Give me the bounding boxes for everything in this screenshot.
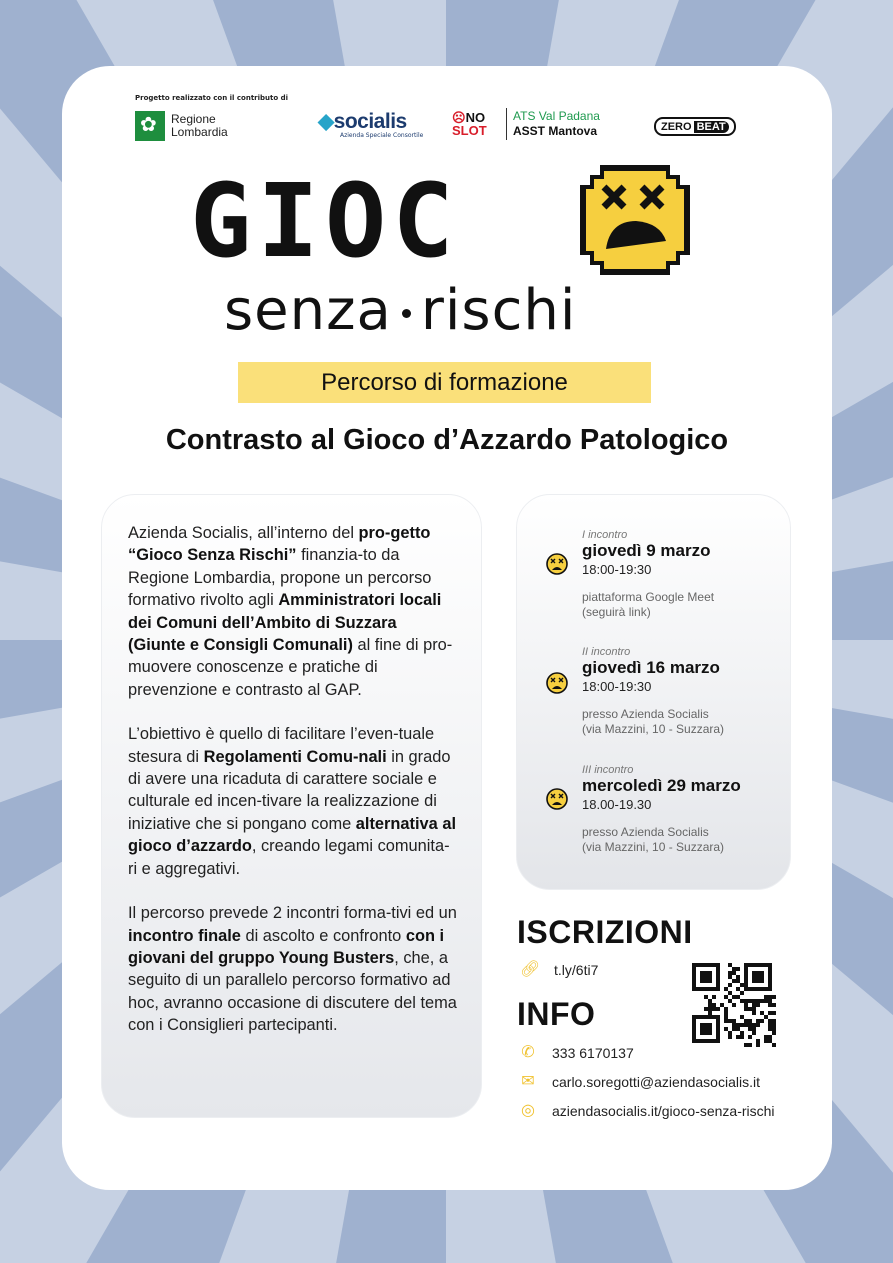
qr-module <box>732 967 736 971</box>
qr-module <box>712 1007 716 1011</box>
qr-module <box>768 995 772 999</box>
qr-module <box>764 1015 768 1019</box>
qr-module <box>724 1015 728 1019</box>
qr-module <box>764 1039 768 1043</box>
qr-module <box>760 1019 764 1023</box>
dizzy-face-icon <box>546 788 568 810</box>
meeting-time: 18:00-19:30 <box>582 679 652 694</box>
phone-icon: ✆ <box>521 1044 535 1061</box>
qr-module <box>772 1027 776 1031</box>
text-run: , che, a seguito di un parallelo percorso formativo ad hoc, avranno occasione di discutere del tema con i Consiglieri partecipanti. <box>128 948 457 1035</box>
qr-module <box>740 1015 744 1019</box>
place-line2: (via Mazzini, 10 - Suzzara) <box>582 840 725 854</box>
subtitle-a: senza <box>224 278 392 343</box>
qr-module <box>708 1003 712 1007</box>
bold-run: incontro finale <box>128 926 241 945</box>
qr-module <box>756 1043 760 1047</box>
qr-module <box>744 1007 748 1011</box>
regione-line1: Regione <box>171 112 216 126</box>
qr-module <box>768 999 772 1003</box>
qr-module <box>768 1023 772 1027</box>
qr-module <box>768 1027 772 1031</box>
website-row[interactable] <box>518 1101 775 1121</box>
qr-module <box>728 1035 732 1039</box>
subtitle-b: rischi <box>420 278 577 343</box>
qr-module <box>752 1031 756 1035</box>
email-row[interactable] <box>518 1072 760 1092</box>
qr-module <box>704 995 708 999</box>
qr-module <box>764 995 768 999</box>
registration-link-row[interactable] <box>520 960 598 980</box>
text-run: L’obiettivo è quello di facilitare l’even-tuale stesura di <box>128 725 435 766</box>
qr-module <box>768 1003 772 1007</box>
text-run: in grado di avere una ricaduta di carattere sociale e culturale ed incen-tivare la realizzazione di iniziative che si pongano come <box>128 747 451 833</box>
qr-module <box>712 995 716 999</box>
zerobeat-logo <box>654 117 736 136</box>
text-run: finanzia-to da Regione Lombardia, propone un percorso formativo rivolto agli <box>128 546 432 610</box>
socialis-subtitle: Azienda Speciale Consortile <box>340 132 424 139</box>
qr-module <box>772 1043 776 1047</box>
place-line2: (seguirà link) <box>582 605 651 619</box>
qr-module <box>732 1003 736 1007</box>
qr-module <box>748 1007 752 1011</box>
title-subtitle <box>224 278 576 343</box>
qr-module <box>732 1027 736 1031</box>
qr-module <box>740 1035 744 1039</box>
text-run: Il percorso prevede 2 incontri forma-tivi ed un <box>128 904 457 923</box>
qr-module <box>700 971 712 983</box>
dizzy-face-icon <box>546 672 568 694</box>
link-icon: 🔗︎ <box>520 961 541 978</box>
qr-module <box>768 1039 772 1043</box>
qr-module <box>736 1027 740 1031</box>
qr-module <box>768 1011 772 1015</box>
bold-run: alternativa al gioco d’azzardo <box>128 814 456 856</box>
qr-module <box>760 999 764 1003</box>
qr-module <box>724 995 728 999</box>
qr-module <box>708 1007 712 1011</box>
qr-module <box>744 1043 748 1047</box>
globe-icon: ◎ <box>521 1102 535 1119</box>
ats-logo <box>452 108 600 140</box>
qr-module <box>756 999 760 1003</box>
text-run: Azienda Socialis, all’interno del <box>128 524 359 542</box>
qr-module <box>728 963 732 967</box>
meeting-day: mercoledì 29 marzo <box>582 776 741 795</box>
phone-row[interactable] <box>518 1043 634 1063</box>
qr-module <box>724 1011 728 1015</box>
place-line1: presso Azienda Socialis <box>582 825 709 839</box>
qr-module <box>736 967 740 971</box>
qr-module <box>772 1023 776 1027</box>
qr-module <box>736 987 740 991</box>
regione-line2: Lombardia <box>171 125 228 139</box>
qr-module <box>764 999 768 1003</box>
ats-line1: ATS Val Padana <box>513 109 600 123</box>
phone-number[interactable]: 333 6170137 <box>552 1045 634 1061</box>
meeting-place <box>582 825 724 855</box>
qr-module <box>740 999 744 1003</box>
qr-code[interactable] <box>692 963 776 1047</box>
place-line2: (via Mazzini, 10 - Suzzara) <box>582 722 725 736</box>
meeting-place <box>582 590 714 620</box>
qr-module <box>720 1003 724 1007</box>
regione-flower-icon <box>135 111 165 141</box>
qr-module <box>712 1003 716 1007</box>
bold-run: Regolamenti Comu-nali <box>203 747 387 766</box>
qr-module <box>748 1023 752 1027</box>
text-run: al fine di pro-muovere conoscenze e pratiche di prevenzione e contrasto al GAP. <box>128 636 453 699</box>
meeting-ordinal: III incontro <box>582 764 634 776</box>
qr-module <box>748 1035 752 1039</box>
funding-credit: Progetto realizzato con il contributo di <box>135 94 289 102</box>
qr-module <box>728 999 732 1003</box>
meeting-ordinal: II incontro <box>582 646 631 658</box>
qr-module <box>756 1019 760 1023</box>
qr-module <box>732 1023 736 1027</box>
bold-run: Amministratori locali dei Comuni dell’Ambito di Suzzara (Giunte e Consigli Comunali) <box>128 591 442 655</box>
regione-lombardia-logo <box>135 111 228 141</box>
dizzy-face-icon <box>546 553 568 575</box>
qr-module <box>740 1023 744 1027</box>
place-line1: presso Azienda Socialis <box>582 707 709 721</box>
qr-module <box>724 1019 728 1023</box>
ats-divider <box>506 108 507 140</box>
qr-module <box>708 999 712 1003</box>
mail-icon: ✉ <box>521 1073 535 1090</box>
qr-module <box>736 975 740 979</box>
text-run: , creando legami comunita-ri e aggregativi. <box>128 837 450 878</box>
qr-module <box>756 1039 760 1043</box>
qr-module <box>724 1007 728 1011</box>
qr-module <box>724 1027 728 1031</box>
qr-module <box>748 999 752 1003</box>
qr-module <box>708 1011 712 1015</box>
email-address[interactable]: carlo.soregotti@aziendasocialis.it <box>552 1074 760 1090</box>
title-graphic <box>190 160 710 290</box>
qr-module <box>732 1019 736 1023</box>
paragraph <box>128 902 458 1036</box>
qr-module <box>752 1011 756 1015</box>
qr-module <box>772 1003 776 1007</box>
socialis-logo <box>318 109 423 139</box>
paragraph <box>128 522 458 701</box>
meeting-time: 18:00-19:30 <box>582 562 652 577</box>
qr-module <box>736 979 740 983</box>
qr-module <box>756 1023 760 1027</box>
meeting-day: giovedì 16 marzo <box>582 658 720 677</box>
subtitle-dot <box>402 309 411 318</box>
paragraph <box>128 723 458 880</box>
qr-module <box>744 1003 748 1007</box>
socialis-name: socialis <box>333 110 407 133</box>
dizzy-face-icon <box>580 165 690 275</box>
noslot-top: NO <box>465 110 486 125</box>
noslot-bottom: SLOT <box>452 123 487 138</box>
bold-run: pro-getto “Gioco Senza Rischi” <box>128 524 431 565</box>
qr-module <box>732 995 736 999</box>
zerobeat-b: BEAT <box>694 121 729 133</box>
description-text <box>128 522 458 1059</box>
qr-module <box>744 999 748 1003</box>
qr-module <box>760 1011 764 1015</box>
qr-module <box>724 987 728 991</box>
qr-module <box>748 1019 752 1023</box>
socialis-swirl-icon: ◆ <box>318 110 334 133</box>
qr-module <box>728 983 732 987</box>
qr-module <box>772 1031 776 1035</box>
qr-module <box>752 1023 756 1027</box>
qr-module <box>736 995 740 999</box>
qr-module <box>768 1019 772 1023</box>
qr-module <box>752 999 756 1003</box>
qr-module <box>728 1031 732 1035</box>
qr-module <box>752 1027 756 1031</box>
qr-module <box>716 1007 720 1011</box>
course-badge: Percorso di formazione <box>238 362 651 403</box>
info-heading: INFO <box>517 996 596 1032</box>
qr-module <box>744 1019 748 1023</box>
qr-module <box>700 1023 712 1035</box>
iscrizioni-heading: ISCRIZIONI <box>517 914 693 950</box>
qr-module <box>772 995 776 999</box>
qr-module <box>764 1035 768 1039</box>
meeting-place <box>582 707 724 737</box>
qr-module <box>772 1011 776 1015</box>
qr-module <box>728 971 732 975</box>
qr-module <box>740 991 744 995</box>
qr-module <box>748 1043 752 1047</box>
noslot-logo: ☹NO SLOT <box>452 111 504 137</box>
meeting-day: giovedì 9 marzo <box>582 541 711 560</box>
qr-module <box>748 1027 752 1031</box>
headline: Contrasto al Gioco d’Azzardo Patologico <box>165 424 729 456</box>
qr-module <box>728 991 732 995</box>
qr-module <box>752 971 764 983</box>
qr-module <box>740 983 744 987</box>
place-line1: piattaforma Google Meet <box>582 590 715 604</box>
registration-link[interactable]: t.ly/6ti7 <box>554 962 599 978</box>
qr-module <box>744 1023 748 1027</box>
meeting-time: 18.00-19.30 <box>582 797 652 812</box>
qr-module <box>772 1019 776 1023</box>
text-run: di ascolto e confronto <box>240 926 406 945</box>
qr-module <box>740 1031 744 1035</box>
qr-module <box>752 1003 756 1007</box>
meeting-ordinal: I incontro <box>582 529 628 541</box>
zerobeat-a: ZERO <box>661 120 692 133</box>
bold-run: con i giovani del gruppo Young Busters <box>128 926 445 967</box>
qr-module <box>756 1003 760 1007</box>
qr-module <box>768 1035 772 1039</box>
qr-module <box>704 1007 708 1011</box>
qr-module <box>728 1019 732 1023</box>
qr-module <box>736 1023 740 1027</box>
qr-module <box>736 1035 740 1039</box>
qr-module <box>752 1007 756 1011</box>
ats-line2: ASST Mantova <box>513 124 598 138</box>
title-main: GIOC <box>190 162 460 281</box>
website-url[interactable]: aziendasocialis.it/gioco-senza-rischi <box>552 1103 775 1119</box>
qr-module <box>732 971 736 975</box>
qr-module <box>732 979 736 983</box>
qr-module <box>728 975 732 979</box>
